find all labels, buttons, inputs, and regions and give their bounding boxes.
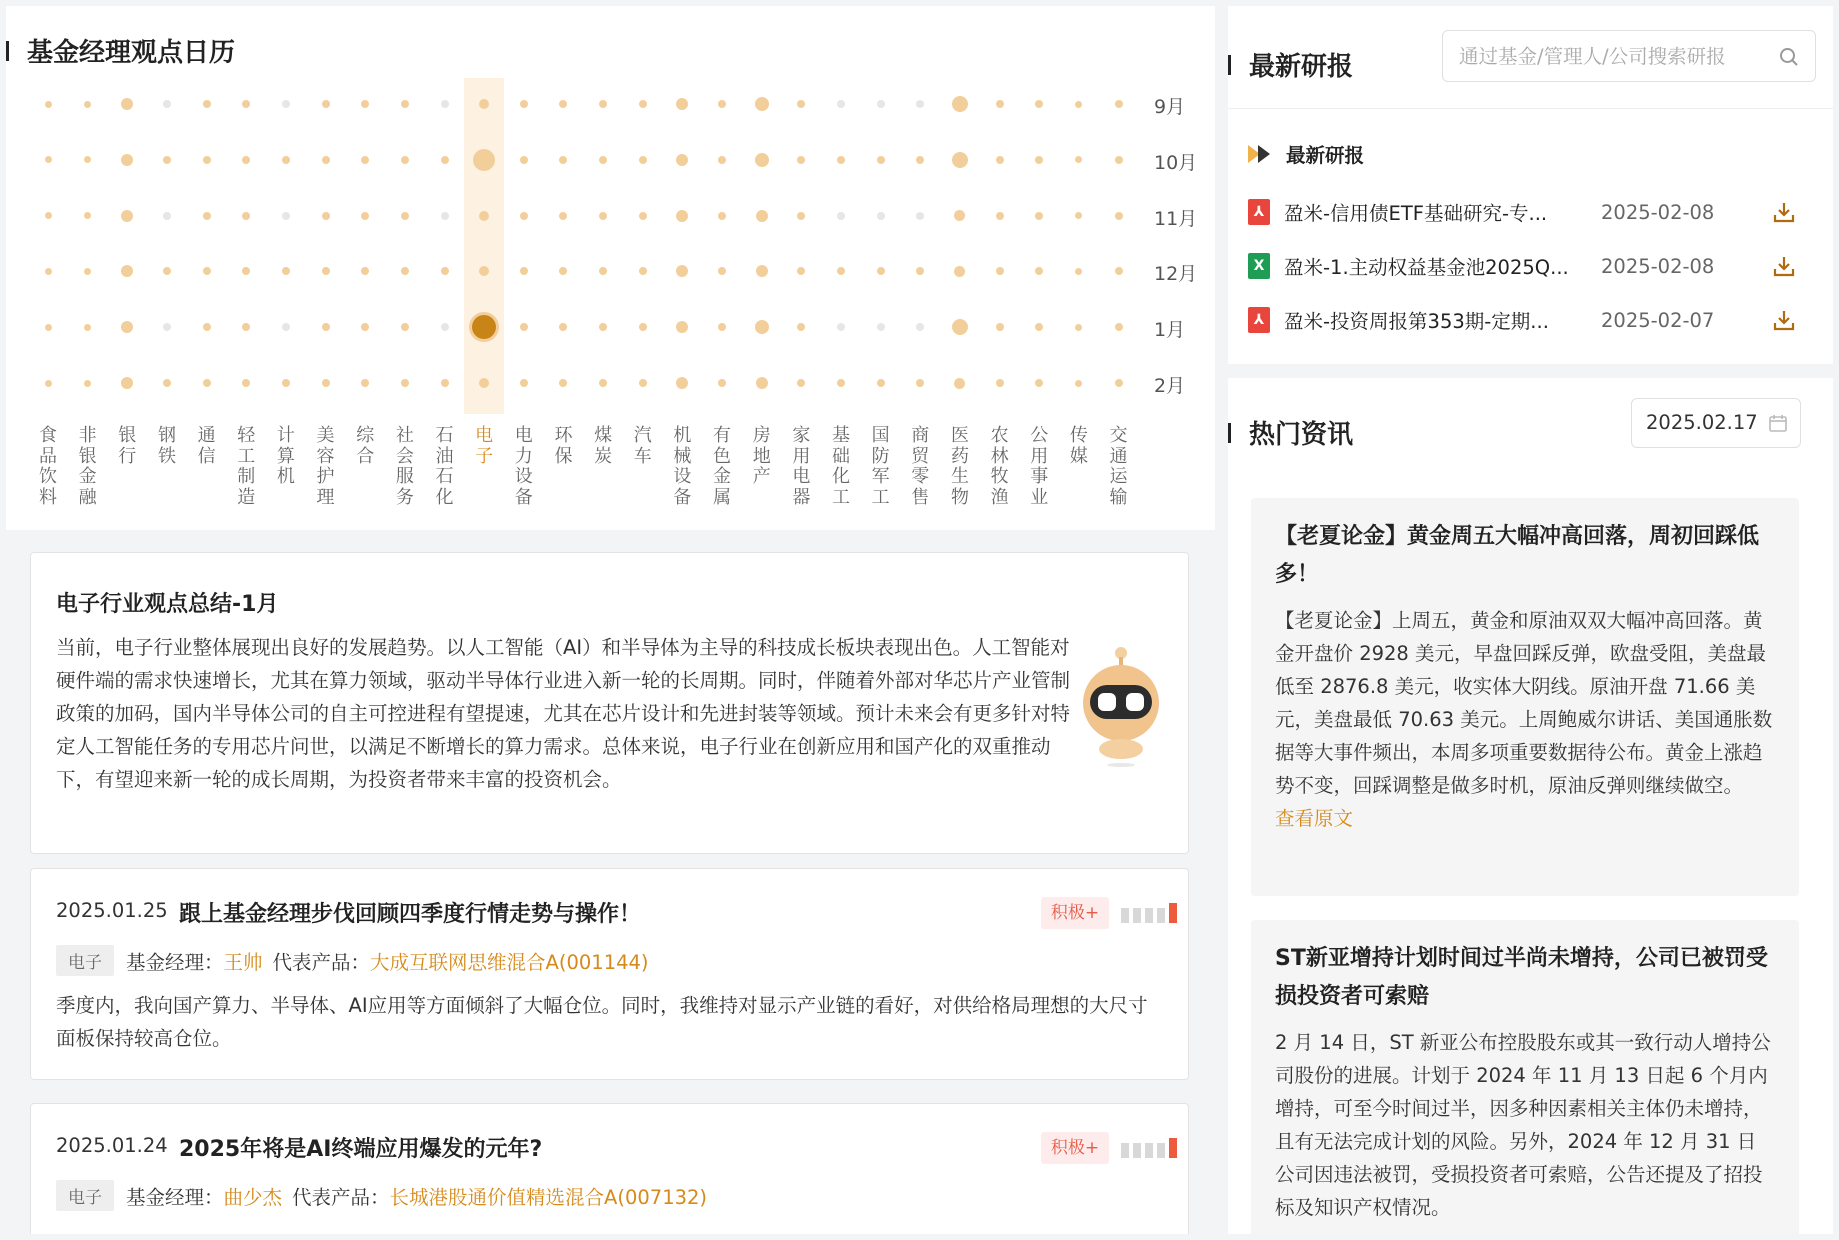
calendar-dot[interactable] [401, 100, 409, 108]
divider [1228, 108, 1833, 109]
calendar-dot[interactable] [242, 323, 250, 331]
calendar-icon [1768, 413, 1788, 433]
calendar-dot[interactable] [361, 379, 369, 387]
industry-label[interactable]: 汽车 [633, 425, 652, 467]
left-column [6, 6, 1215, 1234]
calendar-dot[interactable] [718, 323, 726, 331]
calendar-dot[interactable] [520, 267, 528, 275]
month-label: 10月 [1154, 151, 1198, 174]
calendar-dot[interactable] [203, 379, 211, 387]
calendar-dot[interactable] [599, 323, 607, 331]
calendar-dot[interactable] [837, 379, 845, 387]
calendar-dot[interactable] [755, 97, 769, 111]
viewpoint-body: 季度内，我向国产算力、半导体、AI应用等方面倾斜了大幅仓位。同时，我维持对显示产业链的看好，对供给格局理想的大尺寸面板保持较高仓位。 [56, 994, 1148, 1050]
industry-label[interactable]: 传媒 [1069, 425, 1088, 467]
product-label: 代表产品： [292, 1185, 390, 1209]
calendar-dot[interactable] [520, 100, 528, 108]
calendar-dot[interactable] [441, 156, 449, 164]
calendar-dot[interactable] [1075, 324, 1082, 331]
calendar-dot[interactable] [1035, 323, 1043, 331]
calendar-dot[interactable] [639, 323, 647, 331]
calendar-dot[interactable] [282, 379, 290, 387]
calendar-dot[interactable] [282, 100, 290, 108]
calendar-dot[interactable] [559, 100, 567, 108]
industry-label[interactable]: 钢铁 [157, 425, 176, 467]
product-label: 代表产品： [272, 950, 371, 974]
industry-label[interactable]: 国防军工 [871, 425, 890, 508]
reports-subheader [1248, 140, 1364, 168]
report-date: 2025-02-08 [1601, 200, 1715, 224]
industry-label[interactable]: 有色金属 [713, 425, 732, 508]
report-search [1442, 30, 1816, 82]
calendar-dot[interactable] [121, 377, 133, 389]
calendar-dot[interactable] [1035, 156, 1043, 164]
calendar-dot[interactable] [996, 379, 1004, 387]
industry-label[interactable]: 石油石化 [435, 425, 454, 508]
industry-label[interactable]: 计算机 [276, 425, 295, 487]
calendar-dot[interactable] [163, 212, 171, 220]
meter-bar-active [1169, 1138, 1177, 1158]
calendar-dot[interactable] [676, 321, 688, 333]
meter-bar [1133, 908, 1141, 923]
calendar-dot[interactable] [84, 380, 91, 387]
viewpoint-date: 2025.01.24 [56, 1134, 168, 1157]
download-icon[interactable] [1773, 201, 1795, 223]
industry-label[interactable]: 综合 [356, 425, 375, 467]
calendar-dot[interactable] [163, 100, 171, 108]
report-date: 2025-02-08 [1601, 254, 1715, 278]
calendar-dot[interactable] [203, 323, 211, 331]
calendar-dot[interactable] [121, 210, 133, 222]
active-industry-column [464, 78, 504, 414]
calendar-dot[interactable] [401, 323, 409, 331]
sentiment-meter [1121, 1138, 1177, 1158]
calendar-dot[interactable] [559, 156, 567, 164]
month-label: 12月 [1154, 263, 1198, 286]
calendar-dot[interactable] [797, 267, 805, 275]
sentiment-badge: 积极+ [1041, 897, 1109, 929]
calendar-dot[interactable] [322, 212, 330, 220]
calendar-dot[interactable] [520, 323, 528, 331]
calendar-dot[interactable] [322, 100, 330, 108]
calendar-dot[interactable] [441, 100, 449, 108]
news-body: 2 月 14 日，ST 新亚公布控股股东或其一致行动人增持公司股份的进展。计划于 2024 年 11 月 13 日起 6 个月内增持，可至今时间过半，因多种因素相关主体仍未增持，且有无法完成计划的风险。另外，2024 年 12 月 31 日公司因违法被罚，受损投资者可索赔，公告还提及了招投标及知识产权情况。 [1275, 1031, 1771, 1219]
date-picker-value: 2025.02.17 [1646, 411, 1758, 434]
calendar-dot[interactable] [996, 267, 1004, 275]
calendar-dot[interactable] [676, 210, 688, 222]
calendar-dot[interactable] [954, 266, 965, 277]
calendar-dot[interactable] [676, 265, 688, 277]
viewpoint-title[interactable]: 2025年将是AI终端应用爆发的元年? [179, 1137, 543, 1162]
calendar-dot[interactable] [837, 100, 845, 108]
manager-label: 基金经理： [126, 950, 224, 974]
calendar-dot[interactable] [401, 267, 409, 275]
calendar-dot[interactable] [121, 265, 133, 277]
industry-label[interactable]: 交通运输 [1109, 425, 1128, 508]
meter-bar [1145, 1143, 1153, 1158]
calendar-dot[interactable] [797, 212, 805, 220]
calendar-dot[interactable] [952, 96, 968, 112]
meter-bar [1133, 1143, 1141, 1158]
viewpoint-meta [56, 1180, 717, 1211]
calendar-dot[interactable] [282, 212, 290, 220]
calendar-header [6, 32, 235, 69]
news-title: 热门资讯 [1249, 420, 1354, 450]
calendar-dot[interactable] [322, 379, 330, 387]
product-link[interactable]: 大成互联网思维混合A(001144) [370, 950, 649, 974]
meter-bar [1121, 908, 1129, 923]
industry-label[interactable]: 机械设备 [673, 425, 692, 508]
date-picker[interactable] [1631, 398, 1801, 448]
calendar-dot[interactable] [954, 210, 965, 221]
calendar-dot[interactable] [599, 267, 607, 275]
calendar-dot[interactable] [996, 323, 1004, 331]
calendar-dot[interactable] [1035, 212, 1043, 220]
report-name[interactable]: 盈米-1.主动权益基金池2025Q... [1284, 256, 1569, 279]
calendar-dot[interactable] [599, 156, 607, 164]
calendar-dot[interactable] [797, 323, 805, 331]
calendar-dot[interactable] [361, 267, 369, 275]
hot-news-panel [1228, 378, 1833, 1234]
calendar-dot[interactable] [916, 156, 924, 164]
calendar-dot[interactable] [837, 267, 845, 275]
industry-tag: 电子 [56, 1180, 114, 1211]
calendar-dot[interactable] [1075, 101, 1082, 108]
calendar-dot[interactable] [916, 267, 924, 275]
title-accent-bar [1228, 423, 1231, 443]
industry-label[interactable]: 煤炭 [594, 425, 613, 467]
calendar-dot[interactable] [203, 267, 211, 275]
calendar-dot[interactable] [1115, 156, 1123, 164]
calendar-dot[interactable] [797, 100, 805, 108]
industry-label[interactable]: 房地产 [752, 425, 771, 487]
month-label: 11月 [1154, 207, 1198, 230]
calendar-dot[interactable] [45, 324, 52, 331]
calendar-dot[interactable] [916, 323, 924, 331]
calendar-dot[interactable] [837, 212, 845, 220]
month-label: 2月 [1154, 375, 1186, 397]
viewpoint-card[interactable] [30, 868, 1189, 1080]
calendar-dot[interactable] [755, 320, 769, 334]
industry-label[interactable]: 美容护理 [316, 425, 335, 508]
calendar-dot[interactable] [203, 100, 211, 108]
pdf-file-icon: ⅄ [1248, 199, 1270, 225]
meter-bar [1145, 908, 1153, 923]
calendar-dot[interactable] [718, 100, 726, 108]
summary-title: 电子行业观点总结-1月 [56, 592, 279, 617]
industry-label[interactable]: 医药生物 [950, 425, 969, 508]
reports-subtitle: 最新研报 [1286, 144, 1365, 167]
latest-reports-panel [1228, 6, 1833, 364]
calendar-dot[interactable] [877, 379, 885, 387]
play-arrow-icon [1248, 145, 1272, 163]
industry-label[interactable]: 食品饮料 [39, 425, 57, 508]
industry-label[interactable]: 基础化工 [832, 425, 850, 508]
report-search-input[interactable] [1459, 41, 1759, 71]
industry-label[interactable]: 电力设备 [514, 425, 533, 508]
calendar-dot[interactable] [676, 154, 688, 166]
calendar-dot[interactable] [163, 323, 171, 331]
viewpoint-calendar-panel [6, 6, 1215, 530]
calendar-dot[interactable] [559, 212, 567, 220]
calendar-dot[interactable] [121, 154, 133, 166]
calendar-dot[interactable] [84, 324, 91, 331]
month-label: 1月 [1154, 319, 1186, 342]
calendar-dot[interactable] [282, 267, 290, 275]
calendar-dot[interactable] [1075, 212, 1082, 219]
viewpoint-date: 2025.01.25 [56, 899, 168, 922]
calendar-dot[interactable] [639, 212, 647, 220]
viewpoint-title[interactable]: 跟上基金经理步伐回顾四季度行情走势与操作！ [179, 902, 642, 927]
calendar-dot[interactable] [163, 379, 171, 387]
report-date: 2025-02-07 [1601, 308, 1715, 332]
calendar-dot[interactable] [441, 323, 449, 331]
calendar-dot[interactable] [996, 100, 1004, 108]
search-icon[interactable] [1779, 47, 1799, 67]
report-item[interactable] [1248, 300, 1818, 340]
news-title-text[interactable]: 【老夏论金】黄金周五大幅冲高回落，周初回踩低多！ [1275, 524, 1760, 587]
manager-link[interactable]: 曲少杰 [223, 1185, 283, 1209]
calendar-dot[interactable] [1035, 100, 1043, 108]
calendar-dot[interactable] [1035, 379, 1043, 387]
calendar-title: 基金经理观点日历 [27, 38, 236, 68]
calendar-dot[interactable] [676, 377, 688, 389]
calendar-dot[interactable] [797, 379, 805, 387]
month-label: 9月 [1154, 96, 1186, 118]
news-header [1228, 414, 1353, 451]
calendar-dot[interactable] [718, 212, 726, 220]
calendar-dot[interactable] [45, 212, 52, 219]
calendar-dot[interactable] [877, 156, 885, 164]
calendar-dot[interactable] [877, 323, 885, 331]
calendar-dot[interactable] [996, 156, 1004, 164]
title-accent-bar [1228, 55, 1231, 75]
calendar-dot[interactable] [473, 149, 495, 171]
calendar-dot[interactable] [877, 267, 885, 275]
calendar-dot[interactable] [322, 156, 330, 164]
news-card[interactable] [1251, 498, 1799, 896]
calendar-dot[interactable] [952, 152, 968, 168]
calendar-dot[interactable] [361, 100, 369, 108]
report-item[interactable] [1248, 246, 1818, 286]
reports-header [1228, 46, 1353, 83]
calendar-dot[interactable] [361, 323, 369, 331]
calendar-dot[interactable] [639, 100, 647, 108]
calendar-dot[interactable] [203, 212, 211, 220]
calendar-dot[interactable] [1075, 380, 1082, 387]
industry-summary-card [30, 552, 1189, 854]
calendar-dot[interactable] [45, 101, 52, 108]
calendar-dot[interactable] [877, 100, 885, 108]
industry-label[interactable]: 非银金融 [78, 425, 97, 508]
manager-link[interactable]: 王帅 [223, 950, 263, 974]
calendar-dot[interactable] [718, 156, 726, 164]
calendar-dot[interactable] [163, 156, 171, 164]
calendar-dot[interactable] [121, 98, 133, 110]
news-body: 【老夏论金】上周五，黄金和原油双双大幅冲高回落。黄金开盘价 2928 美元，早盘回踩反弹，欧盘受阻，美盘最低至 2876.8 美元，收实体大阴线。原油开盘 71.66 美元，美盘最低 70.63 美元。上周鲍威尔讲话、美国通胀数据等大事件频出，本周多项重要数据待公布。黄金上涨趋势不变，回踩调整是做多时机，原油反弹则继续做空。 [1275, 609, 1773, 797]
calendar-dot[interactable] [559, 267, 567, 275]
title-accent-bar [6, 41, 9, 61]
sentiment-meter [1121, 903, 1177, 923]
calendar-dot[interactable] [45, 268, 52, 275]
calendar-dot[interactable] [639, 379, 647, 387]
industry-tag: 电子 [56, 945, 114, 976]
calendar-dot[interactable] [1115, 323, 1123, 331]
calendar-dot[interactable] [599, 212, 607, 220]
meter-bar [1121, 1143, 1129, 1158]
calendar-dot[interactable] [1115, 379, 1123, 387]
meter-bar [1157, 1143, 1165, 1158]
calendar-dot[interactable] [1075, 156, 1082, 163]
calendar-dot[interactable] [441, 379, 449, 387]
calendar-dot[interactable] [599, 379, 607, 387]
calendar-dot[interactable] [282, 323, 290, 331]
calendar-dot[interactable] [45, 380, 52, 387]
calendar-dot[interactable] [599, 100, 607, 108]
calendar-dot[interactable] [954, 378, 965, 389]
meter-bar-active [1169, 903, 1177, 923]
calendar-dot[interactable] [84, 156, 91, 163]
calendar-dot[interactable] [84, 212, 91, 219]
calendar-dot[interactable] [242, 212, 250, 220]
calendar-dot[interactable] [877, 212, 885, 220]
calendar-dot[interactable] [441, 212, 449, 220]
report-name[interactable]: 盈米-信用债ETF基础研究-专... [1284, 202, 1548, 225]
view-original-link[interactable]: 查看原文 [1275, 807, 1354, 830]
calendar-dot[interactable] [718, 267, 726, 275]
reports-title: 最新研报 [1249, 52, 1354, 82]
product-link[interactable]: 长城港股通价值精选混合A(007132) [389, 1185, 708, 1209]
calendar-dot[interactable] [756, 265, 768, 277]
calendar-dot[interactable] [1115, 212, 1123, 220]
calendar-dot[interactable] [916, 212, 924, 220]
industry-label[interactable]: 农林牧渔 [990, 425, 1009, 508]
pdf-file-icon: ⅄ [1248, 307, 1270, 333]
industry-label[interactable]: 轻工制造 [237, 425, 256, 508]
calendar-dot[interactable] [520, 156, 528, 164]
calendar-dot[interactable] [84, 268, 91, 275]
report-name[interactable]: 盈米-投资周报第353期-定期... [1284, 310, 1549, 333]
calendar-dot[interactable] [559, 323, 567, 331]
summary-text: 当前，电子行业整体展现出良好的发展趋势。以人工智能（AI）和半导体为主导的科技成长板块表现出色。人工智能对硬件端的需求快速增长，尤其在算力领域，驱动半导体行业进入新一轮的长周期。同时，伴随着外部对华芯片产业管制政策的加码，国内半导体公司的自主可控进程有望提速，尤其在芯片设计和先进封装等领域。预计未来会有更多针对特定人工智能任务的专用芯片问世，以满足不断增长的算力需求。总体来说，电子行业在创新应用和国产化的双重推动下，有望迎来新一轮的成长周期，为投资者带来丰富的投资机会。 [56, 636, 1071, 791]
industry-label[interactable]: 商贸零售 [911, 425, 930, 508]
calendar-dot[interactable] [916, 379, 924, 387]
calendar-dot[interactable] [756, 210, 768, 222]
calendar-dot[interactable] [1035, 267, 1043, 275]
calendar-dot[interactable] [520, 212, 528, 220]
right-column [1228, 6, 1833, 1234]
calendar-dot[interactable] [163, 267, 171, 275]
calendar-dot[interactable] [322, 267, 330, 275]
calendar-dot[interactable] [559, 379, 567, 387]
calendar-dot[interactable] [837, 156, 845, 164]
download-icon[interactable] [1773, 309, 1795, 331]
industry-label[interactable]: 公用事业 [1030, 425, 1049, 508]
calendar-dot[interactable] [676, 98, 688, 110]
calendar-dot[interactable] [282, 156, 290, 164]
calendar-dot[interactable] [1115, 267, 1123, 275]
news-title-text[interactable]: ST新亚增持计划时间过半尚未增持，公司已被罚受损投资者可索赔 [1275, 946, 1768, 1009]
calendar-dot[interactable] [242, 267, 250, 275]
calendar-dot[interactable] [361, 212, 369, 220]
calendar-dot[interactable] [479, 211, 489, 221]
industry-label[interactable]: 通信 [197, 425, 216, 467]
viewpoint-card[interactable] [30, 1103, 1189, 1234]
calendar-dot[interactable] [242, 379, 250, 387]
calendar-dot[interactable] [401, 212, 409, 220]
calendar-dot[interactable] [242, 100, 250, 108]
calendar-dot[interactable] [121, 321, 133, 333]
calendar-dot[interactable] [639, 267, 647, 275]
calendar-dot[interactable] [837, 323, 845, 331]
download-icon[interactable] [1773, 255, 1795, 277]
calendar-dot[interactable] [952, 319, 968, 335]
calendar-dot[interactable] [756, 377, 768, 389]
calendar-dot[interactable] [996, 212, 1004, 220]
calendar-dot[interactable] [755, 153, 769, 167]
calendar-dot[interactable] [401, 156, 409, 164]
calendar-dot[interactable] [361, 156, 369, 164]
calendar-dot[interactable] [242, 156, 250, 164]
calendar-dot[interactable] [797, 156, 805, 164]
industry-label[interactable]: 银行 [118, 425, 137, 467]
calendar-dot[interactable] [520, 379, 528, 387]
calendar-dot[interactable] [639, 156, 647, 164]
calendar-dot[interactable] [441, 267, 449, 275]
calendar-dot[interactable] [322, 323, 330, 331]
robot-mascot-icon [1076, 641, 1166, 771]
calendar-dot[interactable] [1075, 268, 1082, 275]
calendar-dot[interactable] [401, 379, 409, 387]
industry-label[interactable]: 家用电器 [792, 425, 811, 508]
report-item[interactable] [1248, 192, 1818, 232]
calendar-dot[interactable] [45, 156, 52, 163]
viewpoint-meta [56, 945, 659, 976]
excel-file-icon: X [1248, 253, 1270, 279]
manager-label: 基金经理： [126, 1185, 224, 1209]
news-card[interactable] [1251, 920, 1799, 1234]
industry-label[interactable]: 环保 [554, 425, 573, 467]
calendar-dot[interactable] [203, 156, 211, 164]
calendar-dot[interactable] [1115, 100, 1123, 108]
calendar-dot[interactable] [916, 100, 924, 108]
industry-label[interactable]: 社会服务 [395, 425, 414, 508]
meter-bar [1157, 908, 1165, 923]
calendar-dot[interactable] [84, 101, 91, 108]
industry-label[interactable]: 电子 [475, 425, 494, 467]
calendar-dot[interactable] [718, 379, 726, 387]
sentiment-badge: 积极+ [1041, 1132, 1109, 1164]
